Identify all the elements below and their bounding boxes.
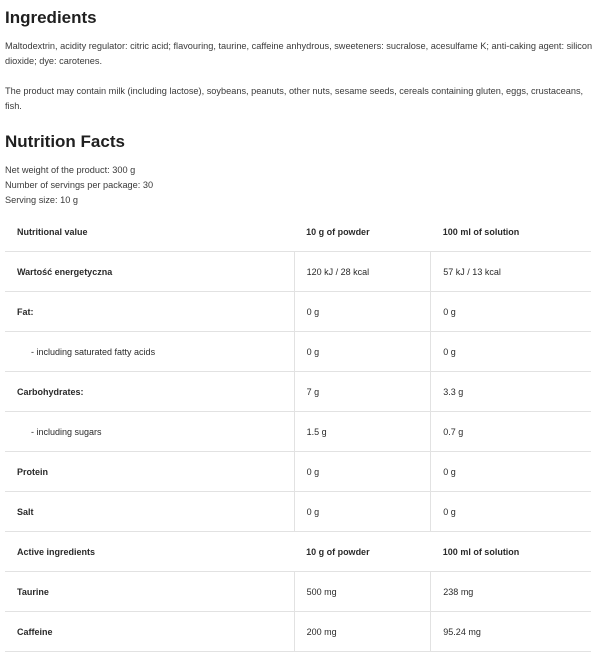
- row-solution: 95.24 mg: [431, 612, 591, 652]
- active-ingredients-header-row: [5, 532, 591, 572]
- header-active-ingredients: Active ingredients: [5, 532, 294, 572]
- table-row: [5, 252, 591, 292]
- table-row: [5, 612, 591, 652]
- servings-per-package: Number of servings per package: 30: [5, 180, 154, 190]
- row-label: Fat:: [5, 292, 294, 332]
- row-powder: 0 g: [294, 292, 431, 332]
- ingredients-text: Maltodextrin, acidity regulator: citric acid; flavouring, taurine, caffeine anhydrous, sweeteners: sucralose, acesulfame K; anti-caking agent: silicon dioxide; dye: carotenes.: [5, 41, 593, 66]
- net-weight: Net weight of the product: 300 g: [5, 165, 136, 175]
- table-row: [5, 332, 591, 372]
- header-solution: 100 ml of solution: [431, 212, 591, 252]
- row-label: Caffeine: [5, 612, 294, 652]
- row-solution: 0 g: [431, 452, 591, 492]
- row-powder: 1.5 g: [294, 412, 431, 452]
- row-label: - including sugars: [5, 412, 294, 452]
- row-powder: 0 g: [294, 492, 431, 532]
- table-header-row: [5, 212, 591, 252]
- row-label: Protein: [5, 452, 294, 492]
- row-solution: 238 mg: [431, 572, 591, 612]
- table-row: [5, 292, 591, 332]
- row-solution: 0 g: [431, 492, 591, 532]
- table-row: [5, 372, 591, 412]
- row-powder: 0 g: [294, 452, 431, 492]
- ingredients-heading: Ingredients: [5, 8, 97, 27]
- row-solution: 3.3 g: [431, 372, 591, 412]
- header-solution: 100 ml of solution: [431, 532, 591, 572]
- row-powder: 200 mg: [294, 612, 431, 652]
- row-label: Taurine: [5, 572, 294, 612]
- row-solution: 0 g: [431, 292, 591, 332]
- allergens-text: The product may contain milk (including lactose), soybeans, peanuts, other nuts, sesame seeds, cereals containing gluten, eggs, crustaceans, fish.: [5, 86, 584, 111]
- table-row: [5, 452, 591, 492]
- table-row: [5, 492, 591, 532]
- nutrition-table: [5, 212, 591, 652]
- row-solution: 0.7 g: [431, 412, 591, 452]
- row-powder: 500 mg: [294, 572, 431, 612]
- row-label: Wartość energetyczna: [5, 252, 294, 292]
- row-powder: 7 g: [294, 372, 431, 412]
- header-powder: 10 g of powder: [294, 212, 431, 252]
- row-solution: 0 g: [431, 332, 591, 372]
- row-label: Salt: [5, 492, 294, 532]
- table-row: [5, 412, 591, 452]
- nutrition-heading: Nutrition Facts: [5, 132, 125, 151]
- row-powder: 0 g: [294, 332, 431, 372]
- row-label: - including saturated fatty acids: [5, 332, 294, 372]
- header-nutritional-value: Nutritional value: [5, 212, 294, 252]
- row-label: Carbohydrates:: [5, 372, 294, 412]
- table-row: [5, 572, 591, 612]
- serving-size: Serving size: 10 g: [5, 195, 79, 205]
- nutrition-summary: [5, 163, 595, 208]
- row-solution: 57 kJ / 13 kcal: [431, 252, 591, 292]
- row-powder: 120 kJ / 28 kcal: [294, 252, 431, 292]
- header-powder: 10 g of powder: [294, 532, 431, 572]
